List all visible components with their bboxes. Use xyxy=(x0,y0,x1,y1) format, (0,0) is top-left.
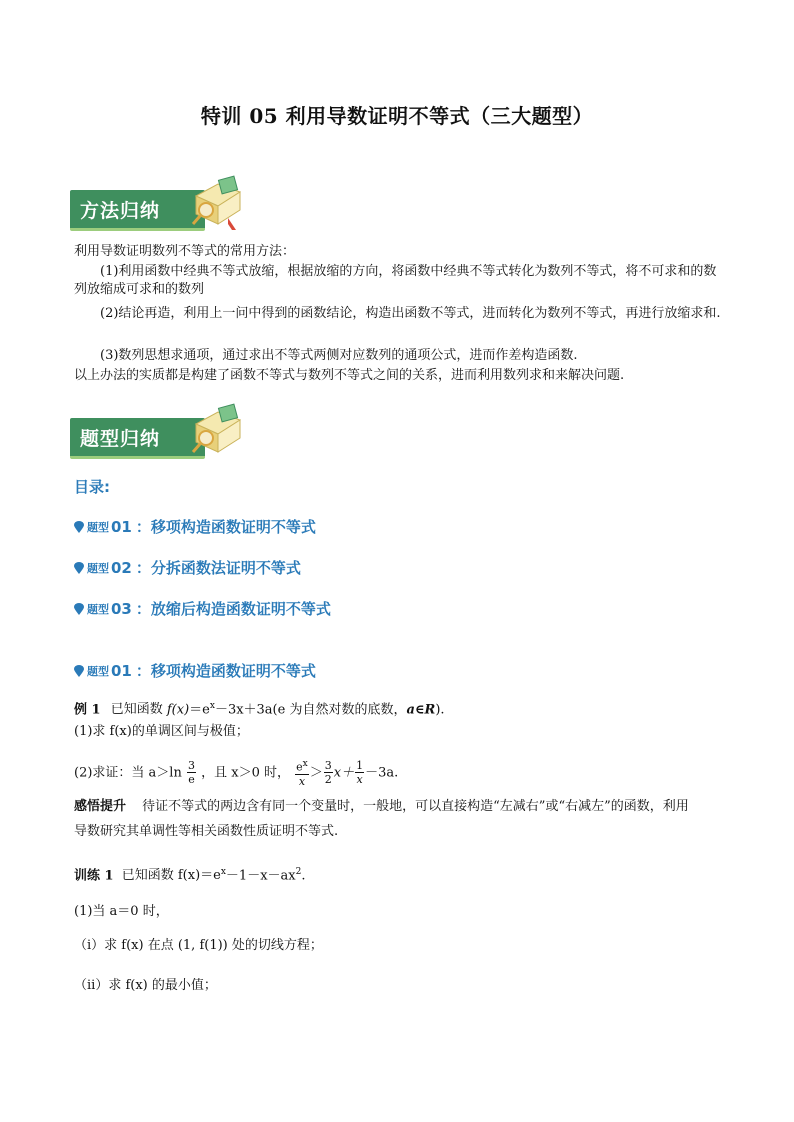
frac-den: x xyxy=(298,774,306,788)
insight-text-1: 待证不等式的两边含有同一个变量时，一般地，可以直接构造“左减右”或“右减左”的函数，利用 xyxy=(142,799,689,814)
example-text-b: ＝e xyxy=(189,702,210,718)
training-text-a: 已知函数 f(x)＝e xyxy=(121,868,221,884)
frac-den: e xyxy=(188,773,195,787)
example-fx: f(x) xyxy=(166,702,190,718)
method-section-banner xyxy=(70,174,240,236)
fraction-3-over-2 xyxy=(324,759,333,786)
frac-den: x xyxy=(356,773,363,787)
q2-text-a: (2)求证：当 a＞ln xyxy=(74,765,186,781)
example-text-d: ). xyxy=(435,702,445,718)
toc-text: ：分拆函数法证明不等式 xyxy=(135,559,301,577)
training-1-q1: (1)当 a＝0 时， xyxy=(74,904,169,919)
section-heading-1 xyxy=(74,660,316,681)
example-label: 例 1 xyxy=(74,702,101,718)
type-section-banner xyxy=(70,402,240,464)
example-1-q2 xyxy=(74,758,398,788)
insight-label: 感悟提升 xyxy=(74,799,127,814)
q2-text-d: x＋ xyxy=(333,765,355,781)
pin-icon xyxy=(74,562,84,574)
section-prefix: 题型 xyxy=(87,664,109,678)
toc-number: 01 xyxy=(111,517,132,536)
q2-text-c: ＞ xyxy=(309,765,323,781)
frac-num-base: e xyxy=(296,760,303,774)
method-intro: 利用导数证明数列不等式的常用方法： xyxy=(74,244,296,259)
training-text-c: . xyxy=(301,868,306,884)
banner-label: 方法归纳 xyxy=(80,200,161,222)
example-1-stem xyxy=(74,696,445,720)
book-magnifier-icon xyxy=(188,402,244,464)
toc-text: ：移项构造函数证明不等式 xyxy=(135,518,316,536)
frac-num xyxy=(295,758,309,775)
banner-label: 题型归纳 xyxy=(80,428,161,450)
training-sup-x: x xyxy=(220,867,226,877)
training-1-stem xyxy=(74,862,305,886)
toc-item-1[interactable] xyxy=(74,516,316,537)
frac-den: 2 xyxy=(324,773,332,787)
example-text-c: －3x＋3a(e 为自然对数的底数， xyxy=(214,702,407,718)
page-title: 特训 05 利用导数证明不等式（三大题型） xyxy=(200,104,594,128)
example-sup-x: x xyxy=(209,701,215,711)
training-1-qii: （ii）求 f(x) 的最小值； xyxy=(74,978,217,993)
frac-num: 1 xyxy=(356,759,364,773)
frac-num: 3 xyxy=(187,759,195,773)
insight-line-1 xyxy=(74,797,689,817)
example-text-a: 已知函数 xyxy=(110,702,167,718)
toc-item-3[interactable] xyxy=(74,598,331,619)
frac-num-sup: x xyxy=(302,759,308,769)
method-point-1: (1)利用函数中经典不等式放缩，根据放缩的方向，将函数中经典不等式转化为数列不等式，将不可求和的数列放缩成可求和的数列 xyxy=(74,264,717,297)
frac-num: 3 xyxy=(324,759,332,773)
q2-text-e: －3a. xyxy=(365,765,399,781)
training-sup-2: 2 xyxy=(295,867,302,877)
toc-item-2[interactable] xyxy=(74,557,301,578)
example-a-in-r: a∈R xyxy=(406,702,436,718)
pin-icon xyxy=(74,665,84,677)
pin-icon xyxy=(74,521,84,533)
q2-text-b: ，且 x＞0 时， xyxy=(201,765,290,781)
toc-heading: 目录: xyxy=(74,478,110,496)
book-magnifier-icon xyxy=(188,174,244,236)
toc-number: 03 xyxy=(111,599,132,618)
insight-line-2: 导数研究其单调性等相关函数性质证明不等式. xyxy=(74,824,339,839)
fraction-3-over-e xyxy=(187,759,196,786)
example-1-q1: (1)求 f(x)的单调区间与极值； xyxy=(74,724,249,739)
training-text-b: －1－x－ax xyxy=(225,868,296,884)
training-1-qi: （i）求 f(x) 在点 (1, f(1)) 处的切线方程； xyxy=(74,938,323,953)
pin-icon xyxy=(74,603,84,615)
toc-text: ：放缩后构造函数证明不等式 xyxy=(135,600,331,618)
toc-prefix: 题型 xyxy=(87,602,109,616)
toc-number: 02 xyxy=(111,558,132,577)
fraction-1-over-x xyxy=(355,759,364,786)
method-point-2: (2)结论再造，利用上一问中得到的函数结论，构造出函数不等式，进而转化为数列不等式，再进行放缩求和. xyxy=(100,306,721,321)
method-summary: 以上办法的实质都是构建了函数不等式与数列不等式之间的关系，进而利用数列求和来解决问题. xyxy=(74,368,625,383)
method-point-3: (3)数列思想求通项，通过求出不等式两侧对应数列的通项公式，进而作差构造函数. xyxy=(100,348,578,363)
section-number: 01 xyxy=(111,661,132,680)
section-text: ：移项构造函数证明不等式 xyxy=(135,662,316,680)
training-label: 训练 1 xyxy=(74,868,114,884)
fraction-ex-over-x xyxy=(295,758,309,788)
toc-prefix: 题型 xyxy=(87,520,109,534)
toc-prefix: 题型 xyxy=(87,561,109,575)
